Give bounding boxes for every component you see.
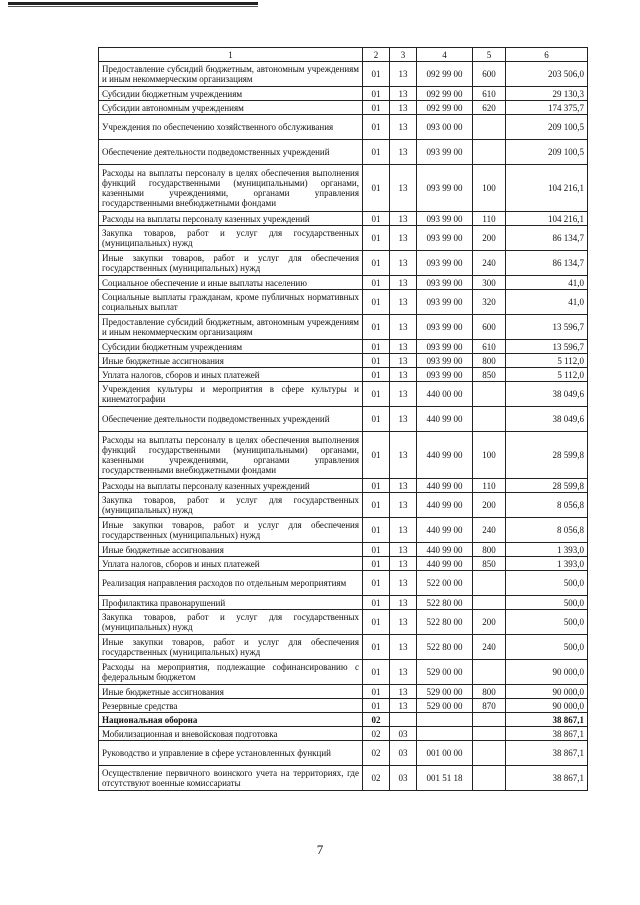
amount-cell: 8 056,8 <box>506 518 588 543</box>
expense-type-cell: 870 <box>473 699 506 713</box>
target-article-cell: 529 00 00 <box>417 685 473 699</box>
table-row <box>99 290 588 315</box>
amount-cell: 38 049,6 <box>506 382 588 407</box>
expense-type-cell: 110 <box>473 212 506 226</box>
amount-cell: 5 112,0 <box>506 354 588 368</box>
name-cell: Расходы на выплаты персоналу в целях обеспечения выполнения функций государственными (муниципальными) органами, казенными учреждениями, органами управления государственными внебюджетными фондами <box>99 165 363 212</box>
table-row <box>99 660 588 685</box>
section-cell: 01 <box>363 354 390 368</box>
target-article-cell: 522 80 00 <box>417 635 473 660</box>
expense-type-cell: 110 <box>473 479 506 493</box>
amount-cell: 203 506,0 <box>506 62 588 87</box>
name-cell: Иные закупки товаров, работ и услуг для обеспечения государственных (муниципальных) нужд <box>99 635 363 660</box>
expense-type-cell: 200 <box>473 493 506 518</box>
table-row <box>99 727 588 741</box>
table-row <box>99 165 588 212</box>
name-cell: Иные закупки товаров, работ и услуг для обеспечения государственных (муниципальных) нужд <box>99 251 363 276</box>
expense-type-cell: 600 <box>473 315 506 340</box>
table-row <box>99 713 588 727</box>
section-cell: 01 <box>363 276 390 290</box>
target-article-cell: 001 00 00 <box>417 741 473 766</box>
expense-type-cell: 240 <box>473 635 506 660</box>
amount-cell: 86 134,7 <box>506 226 588 251</box>
col-header-1: 1 <box>99 48 363 62</box>
expense-type-cell <box>473 766 506 791</box>
section-cell: 02 <box>363 741 390 766</box>
amount-cell: 104 216,1 <box>506 165 588 212</box>
section-cell: 01 <box>363 101 390 115</box>
expense-type-cell: 240 <box>473 518 506 543</box>
amount-cell: 38 867,1 <box>506 727 588 741</box>
target-article-cell: 440 99 00 <box>417 543 473 557</box>
amount-cell: 5 112,0 <box>506 368 588 382</box>
name-cell: Закупка товаров, работ и услуг для государственных (муниципальных) нужд <box>99 226 363 251</box>
table-row <box>99 635 588 660</box>
target-article-cell: 092 99 00 <box>417 101 473 115</box>
amount-cell: 13 596,7 <box>506 340 588 354</box>
name-cell: Иные закупки товаров, работ и услуг для обеспечения государственных (муниципальных) нужд <box>99 518 363 543</box>
amount-cell: 500,0 <box>506 571 588 596</box>
section-cell: 01 <box>363 382 390 407</box>
target-article-cell: 529 00 00 <box>417 699 473 713</box>
table-row <box>99 766 588 791</box>
target-article-cell: 001 51 18 <box>417 766 473 791</box>
target-article-cell: 529 00 00 <box>417 660 473 685</box>
subsection-cell: 13 <box>390 165 417 212</box>
amount-cell: 8 056,8 <box>506 493 588 518</box>
amount-cell: 90 000,0 <box>506 699 588 713</box>
amount-cell: 28 599,8 <box>506 432 588 479</box>
expense-type-cell <box>473 596 506 610</box>
expense-type-cell <box>473 741 506 766</box>
target-article-cell: 093 99 00 <box>417 165 473 212</box>
subsection-cell: 13 <box>390 87 417 101</box>
section-cell: 01 <box>363 479 390 493</box>
subsection-cell: 13 <box>390 518 417 543</box>
subsection-cell: 13 <box>390 479 417 493</box>
subsection-cell: 13 <box>390 432 417 479</box>
table-row <box>99 226 588 251</box>
expense-type-cell: 610 <box>473 340 506 354</box>
col-header-3: 3 <box>390 48 417 62</box>
target-article-cell <box>417 727 473 741</box>
section-cell: 01 <box>363 543 390 557</box>
section-cell: 01 <box>363 699 390 713</box>
table-row <box>99 115 588 140</box>
name-cell: Расходы на выплаты персоналу казенных учреждений <box>99 212 363 226</box>
subsection-cell: 13 <box>390 557 417 571</box>
subsection-cell: 13 <box>390 493 417 518</box>
subsection-cell: 13 <box>390 699 417 713</box>
expense-type-cell: 800 <box>473 354 506 368</box>
table-row <box>99 251 588 276</box>
target-article-cell: 440 99 00 <box>417 407 473 432</box>
expense-type-cell: 200 <box>473 610 506 635</box>
name-cell: Расходы на выплаты персоналу в целях обеспечения выполнения функций государственными (муниципальными) органами, казенными учреждениями, органами управления государственными внебюджетными фондами <box>99 432 363 479</box>
table-row <box>99 407 588 432</box>
expense-type-cell: 610 <box>473 87 506 101</box>
target-article-cell: 093 99 00 <box>417 354 473 368</box>
subsection-cell: 13 <box>390 382 417 407</box>
target-article-cell: 440 00 00 <box>417 382 473 407</box>
section-cell: 01 <box>363 87 390 101</box>
amount-cell: 86 134,7 <box>506 251 588 276</box>
section-cell: 01 <box>363 518 390 543</box>
section-cell: 01 <box>363 407 390 432</box>
section-cell: 01 <box>363 610 390 635</box>
target-article-cell: 522 00 00 <box>417 571 473 596</box>
subsection-cell: 13 <box>390 101 417 115</box>
section-cell: 01 <box>363 62 390 87</box>
page-number: 7 <box>316 842 324 857</box>
section-cell: 01 <box>363 165 390 212</box>
target-article-cell: 093 99 00 <box>417 212 473 226</box>
name-cell: Субсидии автономным учреждениям <box>99 101 363 115</box>
name-cell: Профилактика правонарушений <box>99 596 363 610</box>
expense-type-cell: 200 <box>473 226 506 251</box>
col-header-5: 5 <box>473 48 506 62</box>
target-article-cell: 440 99 00 <box>417 432 473 479</box>
table-row <box>99 557 588 571</box>
table-row <box>99 62 588 87</box>
amount-cell: 1 393,0 <box>506 543 588 557</box>
col-header-6: 6 <box>506 48 588 62</box>
col-header-2: 2 <box>363 48 390 62</box>
section-cell: 01 <box>363 368 390 382</box>
target-article-cell: 093 99 00 <box>417 315 473 340</box>
target-article-cell: 522 80 00 <box>417 610 473 635</box>
target-article-cell: 093 99 00 <box>417 340 473 354</box>
amount-cell: 500,0 <box>506 610 588 635</box>
subsection-cell: 13 <box>390 354 417 368</box>
name-cell: Предоставление субсидий бюджетным, автономным учреждениям и иным некоммерческим организациям <box>99 62 363 87</box>
expense-type-cell <box>473 382 506 407</box>
name-cell: Предоставление субсидий бюджетным, автономным учреждениям и иным некоммерческим организациям <box>99 315 363 340</box>
section-cell: 01 <box>363 226 390 251</box>
name-cell: Иные бюджетные ассигнования <box>99 543 363 557</box>
expense-type-cell: 300 <box>473 276 506 290</box>
target-article-cell: 093 99 00 <box>417 276 473 290</box>
table-row <box>99 368 588 382</box>
name-cell: Резервные средства <box>99 699 363 713</box>
subsection-cell: 13 <box>390 62 417 87</box>
section-cell: 01 <box>363 557 390 571</box>
amount-cell: 29 130,3 <box>506 87 588 101</box>
table-header-row <box>99 48 588 62</box>
table-row <box>99 571 588 596</box>
table-row <box>99 354 588 368</box>
name-cell: Обеспечение деятельности подведомственных учреждений <box>99 140 363 165</box>
subsection-cell: 13 <box>390 340 417 354</box>
subsection-cell <box>390 713 417 727</box>
expense-type-cell <box>473 140 506 165</box>
expense-type-cell: 850 <box>473 368 506 382</box>
subsection-cell: 13 <box>390 290 417 315</box>
expense-type-cell <box>473 660 506 685</box>
table-row <box>99 543 588 557</box>
name-cell: Иные бюджетные ассигнования <box>99 354 363 368</box>
section-cell: 01 <box>363 290 390 315</box>
expense-type-cell: 100 <box>473 165 506 212</box>
table-row <box>99 315 588 340</box>
subsection-cell: 03 <box>390 727 417 741</box>
name-cell: Учреждения по обеспечению хозяйственного обслуживания <box>99 115 363 140</box>
table-row <box>99 596 588 610</box>
table-row <box>99 276 588 290</box>
table-row <box>99 479 588 493</box>
target-article-cell: 093 99 00 <box>417 226 473 251</box>
amount-cell: 41,0 <box>506 290 588 315</box>
target-article-cell: 093 99 00 <box>417 251 473 276</box>
subsection-cell: 03 <box>390 766 417 791</box>
subsection-cell: 13 <box>390 660 417 685</box>
table-row <box>99 212 588 226</box>
target-article-cell: 093 99 00 <box>417 368 473 382</box>
target-article-cell: 440 99 00 <box>417 557 473 571</box>
amount-cell: 38 867,1 <box>506 766 588 791</box>
amount-cell: 28 599,8 <box>506 479 588 493</box>
section-cell: 01 <box>363 212 390 226</box>
name-cell: Социальные выплаты гражданам, кроме публичных нормативных социальных выплат <box>99 290 363 315</box>
table-row <box>99 87 588 101</box>
target-article-cell: 440 99 00 <box>417 479 473 493</box>
expense-type-cell <box>473 713 506 727</box>
subsection-cell: 13 <box>390 685 417 699</box>
target-article-cell: 092 99 00 <box>417 62 473 87</box>
amount-cell: 38 867,1 <box>506 713 588 727</box>
name-cell: Реализация направления расходов по отдельным мероприятиям <box>99 571 363 596</box>
amount-cell: 41,0 <box>506 276 588 290</box>
subsection-cell: 13 <box>390 407 417 432</box>
table-row <box>99 741 588 766</box>
header-rule-thin <box>8 6 258 7</box>
table-row <box>99 140 588 165</box>
name-cell: Расходы на мероприятия, подлежащие софинансированию с федеральным бюджетом <box>99 660 363 685</box>
expense-type-cell: 600 <box>473 62 506 87</box>
amount-cell: 1 393,0 <box>506 557 588 571</box>
name-cell: Учреждения культуры и мероприятия в сфере культуры и кинематографии <box>99 382 363 407</box>
section-cell: 01 <box>363 315 390 340</box>
table-body <box>99 62 588 791</box>
section-cell: 01 <box>363 340 390 354</box>
amount-cell: 90 000,0 <box>506 660 588 685</box>
expense-type-cell: 800 <box>473 543 506 557</box>
amount-cell: 38 867,1 <box>506 741 588 766</box>
section-cell: 01 <box>363 571 390 596</box>
subsection-cell: 13 <box>390 543 417 557</box>
subsection-cell: 13 <box>390 610 417 635</box>
amount-cell: 209 100,5 <box>506 115 588 140</box>
name-cell: Субсидии бюджетным учреждениям <box>99 340 363 354</box>
target-article-cell: 093 99 00 <box>417 290 473 315</box>
section-cell: 01 <box>363 635 390 660</box>
section-cell: 01 <box>363 493 390 518</box>
expense-type-cell <box>473 115 506 140</box>
section-cell: 02 <box>363 727 390 741</box>
name-cell: Осуществление первичного воинского учета на территориях, где отсутствуют военные комиссариаты <box>99 766 363 791</box>
section-cell: 01 <box>363 140 390 165</box>
target-article-cell: 440 99 00 <box>417 518 473 543</box>
subsection-cell: 13 <box>390 596 417 610</box>
budget-table <box>98 47 588 791</box>
expense-type-cell: 620 <box>473 101 506 115</box>
table-row <box>99 699 588 713</box>
amount-cell: 500,0 <box>506 635 588 660</box>
table-row <box>99 382 588 407</box>
name-cell: Руководство и управление в сфере установленных функций <box>99 741 363 766</box>
subsection-cell: 13 <box>390 571 417 596</box>
amount-cell: 209 100,5 <box>506 140 588 165</box>
expense-type-cell <box>473 727 506 741</box>
name-cell: Иные бюджетные ассигнования <box>99 685 363 699</box>
amount-cell: 104 216,1 <box>506 212 588 226</box>
name-cell: Расходы на выплаты персоналу казенных учреждений <box>99 479 363 493</box>
subsection-cell: 13 <box>390 140 417 165</box>
subsection-cell: 13 <box>390 635 417 660</box>
target-article-cell: 522 80 00 <box>417 596 473 610</box>
subsection-cell: 03 <box>390 741 417 766</box>
name-cell: Национальная оборона <box>99 713 363 727</box>
name-cell: Субсидии бюджетным учреждениям <box>99 87 363 101</box>
subsection-cell: 13 <box>390 226 417 251</box>
table-row <box>99 340 588 354</box>
section-cell: 01 <box>363 660 390 685</box>
subsection-cell: 13 <box>390 212 417 226</box>
subsection-cell: 13 <box>390 315 417 340</box>
name-cell: Закупка товаров, работ и услуг для государственных (муниципальных) нужд <box>99 493 363 518</box>
section-cell: 01 <box>363 685 390 699</box>
expense-type-cell: 320 <box>473 290 506 315</box>
section-cell: 02 <box>363 713 390 727</box>
section-cell: 01 <box>363 596 390 610</box>
col-header-4: 4 <box>417 48 473 62</box>
expense-type-cell <box>473 407 506 432</box>
expense-type-cell: 100 <box>473 432 506 479</box>
amount-cell: 38 049,6 <box>506 407 588 432</box>
table-row <box>99 685 588 699</box>
subsection-cell: 13 <box>390 276 417 290</box>
amount-cell: 13 596,7 <box>506 315 588 340</box>
header-rule <box>8 2 258 5</box>
table-row <box>99 101 588 115</box>
target-article-cell: 093 00 00 <box>417 115 473 140</box>
expense-type-cell: 850 <box>473 557 506 571</box>
expense-type-cell <box>473 571 506 596</box>
amount-cell: 174 375,7 <box>506 101 588 115</box>
table-row <box>99 518 588 543</box>
table-row <box>99 432 588 479</box>
name-cell: Мобилизационная и вневойсковая подготовка <box>99 727 363 741</box>
subsection-cell: 13 <box>390 115 417 140</box>
name-cell: Закупка товаров, работ и услуг для государственных (муниципальных) нужд <box>99 610 363 635</box>
name-cell: Уплата налогов, сборов и иных платежей <box>99 557 363 571</box>
amount-cell: 90 000,0 <box>506 685 588 699</box>
target-article-cell: 092 99 00 <box>417 87 473 101</box>
section-cell: 01 <box>363 432 390 479</box>
expense-type-cell: 240 <box>473 251 506 276</box>
name-cell: Социальное обеспечение и иные выплаты населению <box>99 276 363 290</box>
subsection-cell: 13 <box>390 368 417 382</box>
name-cell: Обеспечение деятельности подведомственных учреждений <box>99 407 363 432</box>
target-article-cell <box>417 713 473 727</box>
section-cell: 02 <box>363 766 390 791</box>
section-cell: 01 <box>363 251 390 276</box>
target-article-cell: 093 99 00 <box>417 140 473 165</box>
table-row <box>99 493 588 518</box>
subsection-cell: 13 <box>390 251 417 276</box>
section-cell: 01 <box>363 115 390 140</box>
amount-cell: 500,0 <box>506 596 588 610</box>
expense-type-cell: 800 <box>473 685 506 699</box>
target-article-cell: 440 99 00 <box>417 493 473 518</box>
name-cell: Уплата налогов, сборов и иных платежей <box>99 368 363 382</box>
table-row <box>99 610 588 635</box>
